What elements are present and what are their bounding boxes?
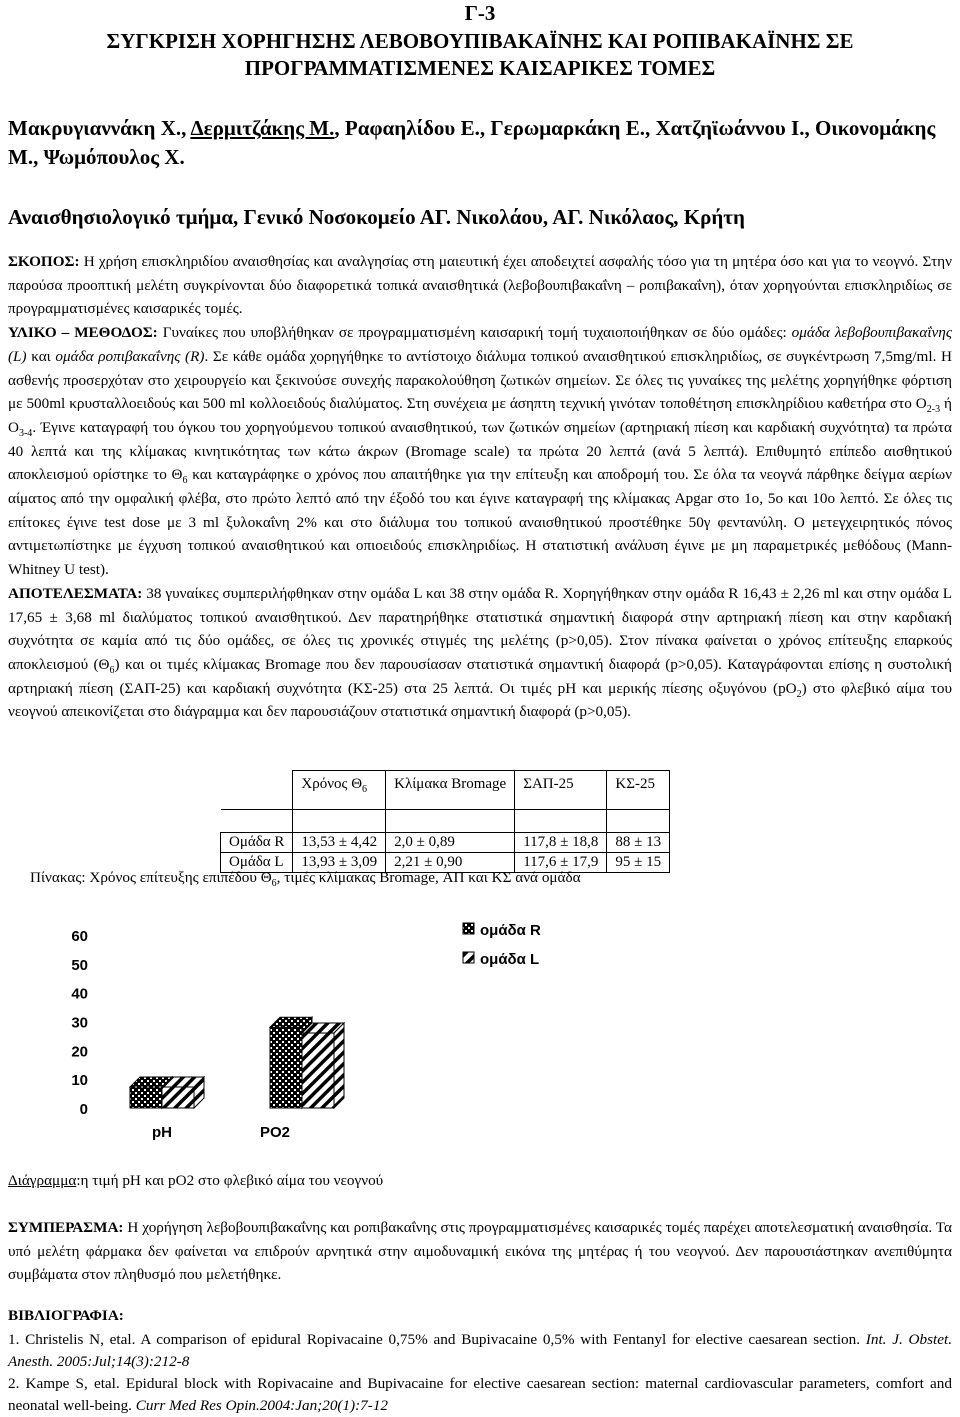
methods-text: και	[26, 347, 56, 365]
y-tick-label: 40	[71, 985, 88, 1003]
table-header-text: Χρόνος Θ	[301, 776, 363, 792]
abstract-code: Γ-3	[464, 1, 496, 25]
table-corner	[221, 771, 293, 810]
aim-label: ΣΚΟΠΟΣ:	[8, 253, 80, 270]
y-tick-label: 60	[71, 928, 88, 945]
table-caption	[30, 869, 581, 890]
conclusion-text: Η χορήγηση λεβοβουπιβακαΐνης και ροπιβακαΐνης στις προγραμματισμένες καισαρικές τομές παρέχει αποτελεσματική αναισθησία. Τα υπό μελέτη φάρμακα δεν φαίνεται να επιδρούν αρνητικά στην αιμοδυναμική εικόνα της μητέρας ή του νεογνού. Δεν παρουσιάστηκαν ανεπιθύμητα συμβάματα στον πληθυσμό που μελετήθηκε.	[8, 1219, 952, 1284]
legend-label: ομάδα L	[480, 951, 540, 968]
y-tick-label: 30	[71, 1014, 88, 1032]
subscript: 2	[796, 688, 802, 700]
results-label: ΑΠΟΤΕΛΕΣΜΑΤΑ:	[8, 584, 143, 602]
diagram-caption-text: :η τιμή pH και pO2 στο φλεβικό αίμα του νεογνού	[76, 1172, 384, 1189]
title-line-2: ΠΡΟΓΡΑΜΜΑΤΙΣΜΕΝΕΣ ΚΑΙΣΑΡΙΚΕΣ ΤΟΜΕΣ	[244, 56, 716, 80]
methods-text: ή Ο	[8, 395, 952, 436]
table-cell: 117,8 ± 18,8	[515, 833, 607, 853]
subscript: 6	[362, 784, 368, 795]
table-row-label: Ομάδα R	[221, 833, 293, 853]
methods-section	[8, 321, 952, 582]
bar-PO2-L	[302, 1023, 344, 1108]
x-category-label: PO2	[260, 1124, 291, 1141]
bar-chart	[60, 915, 600, 1155]
reference-1	[8, 1329, 952, 1373]
table-spacer-cell	[515, 810, 607, 833]
results-text: ) στο φλεβικό αίμα του νεογνού απεικονίζεται στο διάγραμμα και δεν παρουσιάζουν στατιστικά σημαντική διαφορά (p>0,05).	[8, 679, 952, 721]
legend-label: ομάδα R	[480, 922, 541, 939]
y-tick-label: 50	[71, 956, 88, 974]
authors	[8, 114, 952, 172]
diagram-caption-label: Διάγραμμα	[8, 1172, 77, 1189]
table-header-row	[221, 771, 670, 810]
table-header-cell: Κλίμακα Bromage	[386, 771, 515, 810]
table-caption-text: , τιμές κλίμακας Bromage, ΑΠ και ΚΣ ανά ομάδα	[276, 869, 581, 886]
reference-2	[8, 1373, 952, 1417]
methods-text: . Σε κάθε ομάδα χορηγήθηκε το αντίστοιχο διάλυμα τοπικού αναισθητικού επισκληριδίως, σε συγκέντρωση 7,5mg/ml. Η ασθενής προσερχόταν στο χειρουργείο και ξεκινούσε συνεχής παρακολούθηση ζωτικών σημείων. Σε όλες τις γυναίκες της μελέτης χορηγήθηκε φόρτιση με 500ml κρυσταλλοειδούς και 500 ml κολλοειδούς διαλύματος. Στη συνέχεια με άσηπτη τεχνική γινόταν τοποθέτηση επισκληρίδιου καθετήρα στο Ο	[8, 347, 952, 413]
table-spacer-row	[221, 810, 670, 833]
results-text: 38 γυναίκες συμπεριλήφθηκαν στην ομάδα L και 38 στην ομάδα R. Χορηγήθηκαν στην ομάδα R 16,43 ± 2,26 ml και στην ομάδα L 17,65 ± 3,68 ml διαλύματος τοπικού αναισθητικού. Δεν παρατηρήθηκε στατιστικά σημαντική διαφορά στην αρτηριακή πίεση και στην καρδιακή συχνότητα σε καμία από τις δύο ομάδες, σε όλες τις χρονικές στιγμές της μελέτης (p>0,05). Στον πίνακα φαίνεται ο χρόνος επίτευξης επαρκούς αποκλεισμού (Θ	[8, 584, 952, 673]
subscript: 6	[182, 475, 188, 487]
results-text: ) και οι τιμές κλίμακας Bromage που δεν παρουσίασαν στατιστικά σημαντική διαφορά (p>0,05). Καταγράφονται επίσης η συστολική αρτηριακή πίεση (ΣΑΠ-25) και καρδιακή συχνότητα (ΚΣ-25) στα 25 λεπτά. Οι τιμές pH και μερικής πίεσης οξυγόνου (pO	[8, 655, 952, 697]
y-tick-label: 0	[79, 1101, 88, 1118]
table-cell: 2,0 ± 0,89	[386, 833, 515, 853]
y-tick-label: 10	[71, 1072, 88, 1090]
legend-swatch	[463, 923, 474, 934]
table-header-cell	[293, 771, 386, 810]
group-l-name: ομάδα λεβοβουπιβακαΐνης (L)	[8, 324, 952, 365]
table-caption-text: Πίνακας: Χρόνος επίτευξης επιπέδου Θ	[30, 869, 272, 886]
table-spacer-cell	[293, 810, 386, 833]
bibliography-heading: ΒΙΒΛΙΟΓΡΑΦΙΑ:	[8, 1307, 124, 1324]
aim-section	[8, 250, 952, 321]
results-table	[220, 770, 670, 873]
author-list-end: , Ραφαηλίδου Ε., Γερωμαρκάκη Ε., Χατζηϊωάννου Ι., Οικονομάκης Μ., Ψωμόπουλος Χ.	[8, 116, 936, 169]
conclusion-section	[8, 1216, 952, 1287]
methods-label: ΥΛΙΚΟ – ΜΕΘΟΔΟΣ:	[8, 324, 158, 342]
table-cell: 88 ± 13	[607, 833, 670, 853]
group-r-name: ομάδα ροπιβακαΐνης (R)	[55, 347, 205, 365]
table-cell: 13,93 ± 3,09	[293, 853, 386, 873]
x-category-label: pH	[152, 1124, 172, 1141]
table-cell: 95 ± 15	[607, 853, 670, 873]
reference-text: 2. Kampe S, etal. Epidural block with Ropivacaine and Bupivacaine for elective caesarean section: maternal cardiovascular parameters, comfort and neonatal well-being.	[8, 1375, 952, 1414]
table-header-cell: ΣΑΠ-25	[515, 771, 607, 810]
presenting-author: Δερμιτζάκης Μ.	[190, 116, 335, 140]
bar-pH-L	[162, 1077, 204, 1108]
y-tick-label: 20	[71, 1043, 88, 1061]
diagram-caption	[8, 1172, 383, 1190]
reference-text: 1. Christelis N, etal. A comparison of epidural Ropivacaine 0,75% and Bupivacaine 0,5% with Fentanyl for elective caesarean section.	[8, 1331, 866, 1348]
table-row	[221, 833, 670, 853]
methods-text: και καταγράφηκε ο χρόνος που απαιτήθηκε για την επίτευξη και αποδρομή του. Σε όλα τα νεογνά πάρθηκε δείγμα αερίων αίματος από την ομφαλική φλέβα, στο πρώτο λεπτό από την έξοδό του και έγινε καταγραφή της κλίμακας Apgar στο 1ο, 5ο και 10ο λεπτό. Σε όλες τις επίτοκες έγινε test dose με 3 ml ξυλοκαΐνη 2% και στο διάλυμα του τοπικού αναισθητικού προστέθηκε 50γ φεντανύλη. Ο μετεγχειρητικός πόνος αντιμετωπίστηκε με έγχυση τοπικού αναισθητικού και οπιοειδούς επισκληριδίως. Η στατιστική ανάλυση έγινε με μη παραμετρικές μεθόδους (Mann-Whitney U test).	[8, 466, 952, 579]
subscript: 3-4	[18, 427, 33, 439]
table-spacer-cell	[386, 810, 515, 833]
title-line-1: ΣΥΓΚΡΙΣΗ ΧΟΡΗΓΗΣΗΣ ΛΕΒΟΒΟΥΠΙΒΑΚΑΪΝΗΣ ΚΑΙ ΡΟΠΙΒΑΚΑΪΝΗΣ ΣΕ	[106, 29, 854, 53]
table-row-label: Ομάδα L	[221, 853, 293, 873]
table-spacer-cell	[221, 810, 293, 833]
table-cell: 13,53 ± 4,42	[293, 833, 386, 853]
legend-swatch	[463, 952, 474, 963]
table-spacer-cell	[607, 810, 670, 833]
legend-item	[463, 922, 541, 939]
methods-text: Γυναίκες που υποβλήθηκαν σε προγραμματισμένη καισαρική τομή τυχαιοποιήθηκαν σε δύο ομάδες:	[157, 324, 792, 342]
table-cell: 2,21 ± 0,90	[386, 853, 515, 873]
results-section	[8, 582, 952, 724]
reference-journal: Curr Med Res Opin.2004:Jan;20(1):7-12	[135, 1397, 389, 1414]
reference-journal: Int. J. Obstet. Anesth. 2005:Jul;14(3):212-8	[8, 1331, 952, 1370]
legend-item	[463, 951, 539, 968]
affiliation: Αναισθησιολογικό τμήμα, Γενικό Νοσοκομείο ΑΓ. Νικολάου, ΑΓ. Νικόλαος, Κρήτη	[8, 205, 745, 229]
table-cell: 117,6 ± 17,9	[515, 853, 607, 873]
subscript: 6	[271, 878, 277, 890]
aim-text: Η χρήση επισκληριδίου αναισθησίας και αναλγησίας στη μαιευτική έχει αποδειχτεί ασφαλής τόσο για τη μητέρα όσο και για το νεογνό. Στην παρούσα προοπτική μελέτη συγκρίνονται δύο διαφορετικά τοπικά αναισθητικά (λεβοβουπιβακαΐνη – ροπιβακαΐνη), όταν χορηγούνται επισκληριδίως σε προγραμματισμένες καισαρικές τομές.	[8, 253, 952, 318]
table-header-cell: ΚΣ-25	[607, 771, 670, 810]
subscript: 6	[109, 664, 115, 676]
methods-text: . Έγινε καταγραφή του όγκου του χορηγούμενου τοπικού αναισθητικού, των ζωτικών σημείων (αρτηριακή πίεση και καρδιακή συχνότητα) τα πρώτα 40 λεπτά και της κλίμακας κινητικότητας των κάτω άκρων (Bromage scale) τα πρώτα 20 λεπτά (ανά 5 λεπτά). Επιθυμητό επίπεδο αισθητικού αποκλεισμού ορίστηκε το Θ	[8, 418, 952, 484]
author-list-start: Μακρυγιαννάκη Χ.,	[8, 116, 191, 140]
conclusion-label: ΣΥΜΠΕΡΑΣΜΑ:	[8, 1219, 124, 1236]
subscript: 2-3	[926, 404, 941, 416]
abstract-body	[8, 250, 952, 724]
